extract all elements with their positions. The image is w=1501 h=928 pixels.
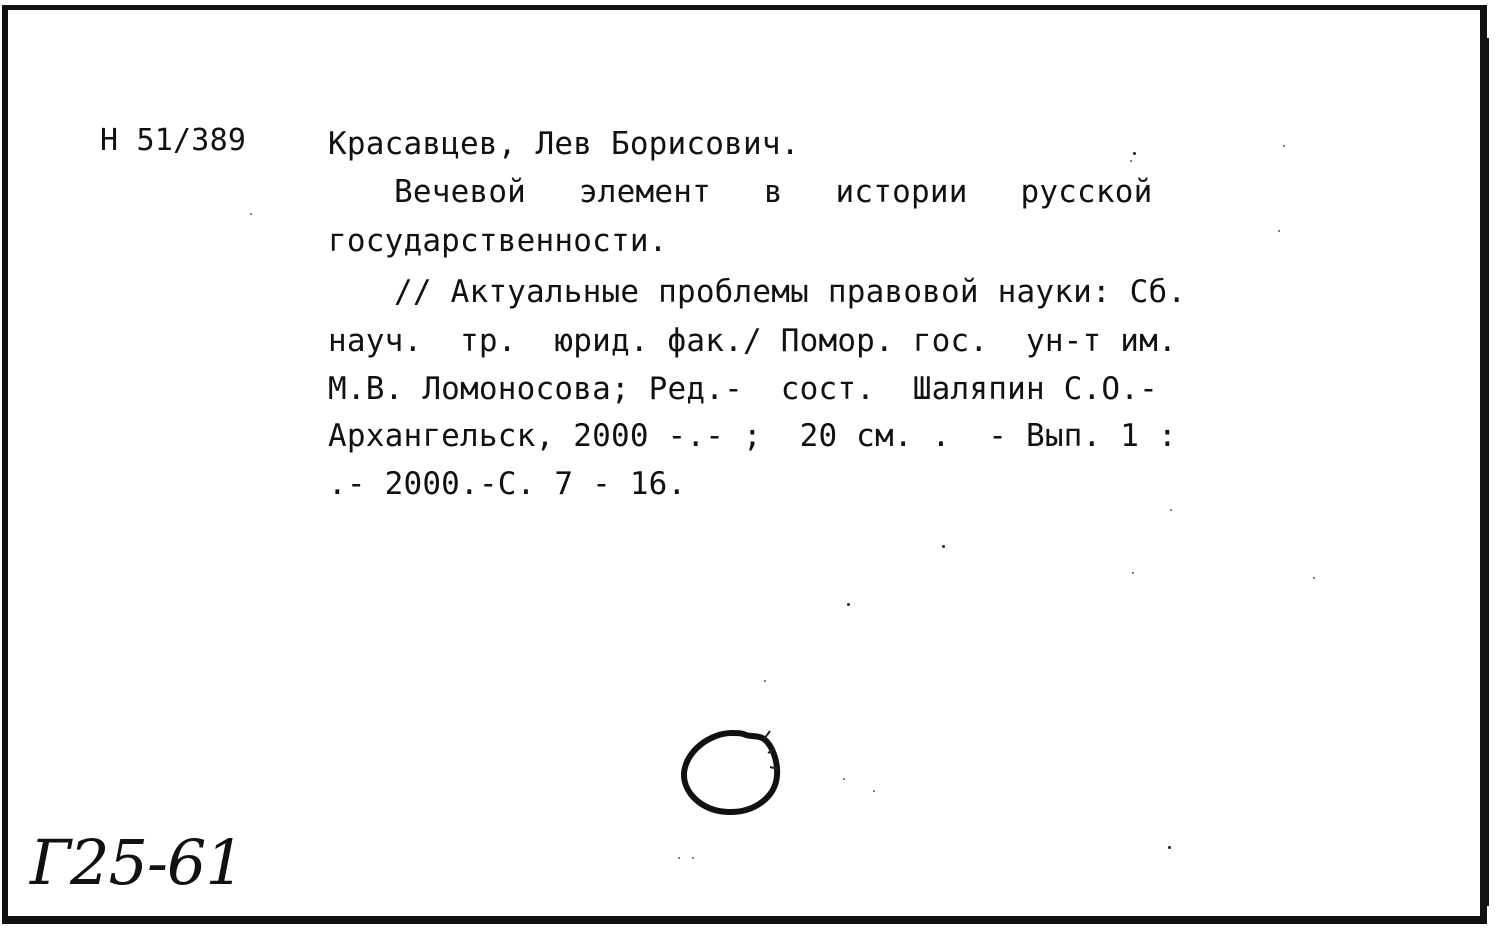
speck [1313,577,1315,579]
speck [873,790,875,792]
speck [1278,230,1280,232]
speck [1168,846,1171,849]
source-line-3: М.В. Ломоносова; Ред.- сост. Шаляпин С.О.- [328,371,1158,407]
speck [1133,152,1136,155]
source-line-2: науч. тр. юрид. фак./ Помор. гос. ун-т им. [328,323,1177,359]
speck [1170,509,1172,511]
speck [847,603,850,606]
speck [942,545,945,548]
source-line-1: // Актуальные проблемы правовой науки: Сб. [394,274,1187,310]
speck [678,857,680,859]
speck [692,857,694,859]
title-line-2: государственности. [328,223,668,259]
author-line: Красавцев, Лев Борисович. [328,126,800,162]
speck [843,778,845,780]
pages-line: .- 2000.-С. 7 - 16. [328,466,687,502]
speck [1283,145,1285,147]
punch-hole-icon [680,723,782,818]
shelf-mark: Н 51/389 [100,123,247,158]
speck [764,680,766,682]
speck [1130,160,1132,162]
speck [1132,572,1134,574]
publication-line: Архангельск, 2000 -.- ; 20 см. . - Вып. 1 : [328,418,1177,454]
card-edge-shadow [1484,38,1489,906]
handwritten-call-number: Г25-61 [30,826,244,899]
speck [250,213,252,215]
title-line-1: Вечевой элемент в истории русской [394,174,1153,210]
